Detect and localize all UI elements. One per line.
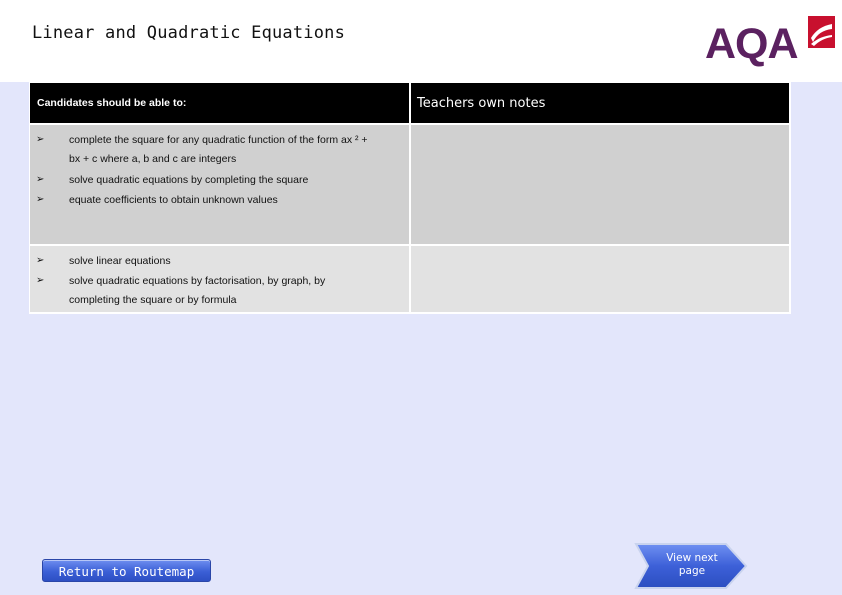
next-label-line-1: View next bbox=[666, 552, 718, 564]
table-row-2-notes[interactable] bbox=[411, 246, 789, 312]
arrow-bullet-icon: ➢ bbox=[36, 174, 45, 185]
table-row-2-objectives bbox=[30, 246, 409, 312]
arrow-bullet-icon: ➢ bbox=[36, 134, 45, 145]
list-item-text: solve linear equations bbox=[69, 255, 171, 267]
list-item-text: equate coefficients to obtain unknown values bbox=[69, 194, 278, 206]
header-bar bbox=[0, 0, 842, 82]
arrow-bullet-icon: ➢ bbox=[36, 275, 45, 286]
header-cell-notes bbox=[411, 83, 789, 123]
view-next-page-button[interactable] bbox=[634, 542, 748, 590]
page-title: Linear and Quadratic Equations bbox=[32, 23, 346, 43]
logo-swoosh-icon bbox=[808, 16, 835, 48]
aqa-logo bbox=[705, 16, 835, 68]
header-cell-candidates bbox=[30, 83, 409, 123]
list-item-text: bx + c where a, b and c are integers bbox=[69, 153, 237, 165]
view-next-page-label bbox=[656, 552, 728, 578]
return-to-routemap-button[interactable]: Return to Routemap bbox=[42, 559, 211, 582]
content-table bbox=[29, 82, 791, 314]
next-label-line-2: page bbox=[678, 565, 706, 577]
arrow-bullet-icon: ➢ bbox=[36, 255, 45, 266]
table-row-1-notes[interactable] bbox=[411, 125, 789, 244]
arrow-bullet-icon: ➢ bbox=[36, 194, 45, 205]
list-item-text: solve quadratic equations by factorisation, by graph, by bbox=[69, 275, 326, 287]
list-item-text: completing the square or by formula bbox=[69, 294, 237, 306]
list-item-text: solve quadratic equations by completing the square bbox=[69, 174, 309, 186]
logo-text: AQA bbox=[705, 20, 798, 68]
list-item-text: complete the square for any quadratic function of the form ax ² + bbox=[69, 134, 368, 146]
table-row-1-objectives bbox=[30, 125, 409, 244]
header-candidates-label: Candidates should be able to: bbox=[37, 97, 187, 109]
header-notes-label: Teachers own notes bbox=[417, 96, 546, 111]
